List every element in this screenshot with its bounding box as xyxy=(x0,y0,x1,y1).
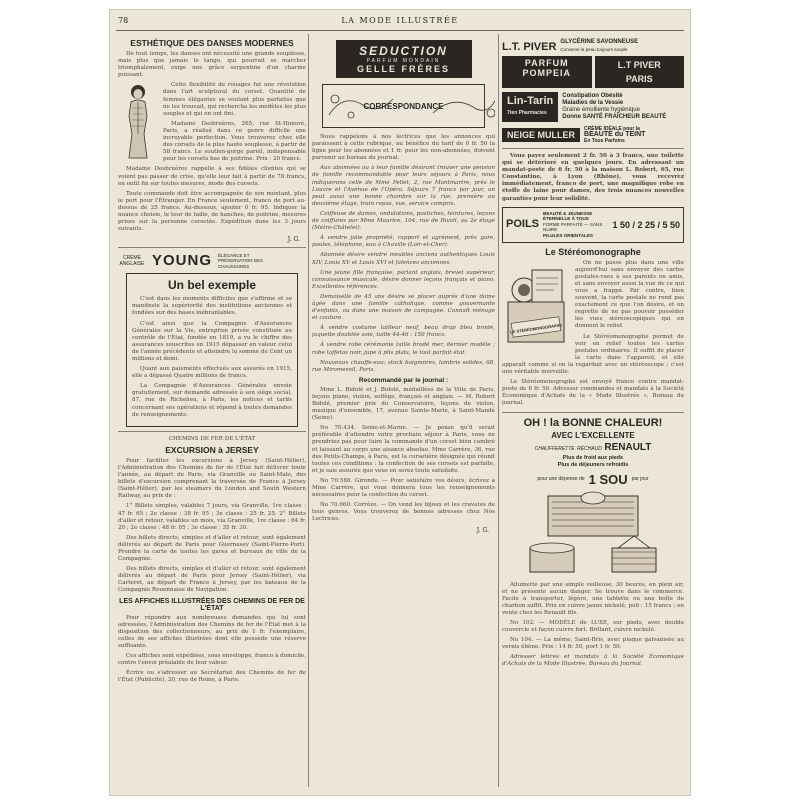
excursion-text xyxy=(118,458,306,595)
piver-glycerine xyxy=(560,39,638,54)
affiches-p1: Pour répondre aux nombreuses demandes qui lui sont adressées, l'Administration des Chemins de fer de l'État met à la disposition des collectionneurs, au prix de 1 fr. l'exemplaire, celles de ses affiches illustrées dont elle possède une réserve suffisante. xyxy=(118,614,306,649)
stereo-p3: Le Stéréomonographe est envoyé franco contre mandat-poste de 6 fr. 50. Adresser commandes et mandats à la Société Économique d'Achats de la « Mode Illustrée », Bureau du journal. xyxy=(502,379,684,407)
excursion-title: EXCURSION à JERSEY xyxy=(165,444,259,455)
stereo-text xyxy=(502,260,684,408)
excursion-kicker: CHEMINS DE FER DE L'ÉTAT xyxy=(168,435,256,442)
corr-p2: Aux abonnées ou à leur famille désirant trouver une pension de famille recommandable pour leurs séjours à Paris, nous indiquerons celle de Mme Pellet, 2, rue Montmartre, près le Louvre et l'Avenue de l'Opéra. Séjours 7 francs par jour, on peut aussi une bonne chambre sur la rue, première ou deuxième étage, train repas, vue, service compris. xyxy=(312,165,495,207)
correspondance-text xyxy=(312,134,495,374)
chaleur-product xyxy=(502,442,684,453)
chaleur-avec: AVEC L'EXCELLENTE xyxy=(551,430,635,440)
corr-p9: À vendre robe cérémonie taille brodé mer, dernier modèle ; robe taffetas noir, jupe à plis plats, le tout parfait état. xyxy=(312,342,495,356)
danses-p4: Madame Desbruères rappelle à ses fidèles clientes qui se voient pas passer de crise, qu'elle leur fait à partir de 78 francs, en outil fin sur toutes mesures, mode des corsets. xyxy=(118,166,306,187)
chaleur-sou-value: 1 SOU xyxy=(588,471,628,487)
danses-intro: De tout temps, les danses ont nécessité une grande souplesse, mais plus que jamais le tango, qui pourrait se marcher triomphalement, exige une grâce serpentine d'un charme puissant. xyxy=(118,51,306,79)
column-divider-1 xyxy=(308,34,309,787)
neige-advert xyxy=(502,126,684,144)
stereo-title: Le Stéréomonographe xyxy=(545,246,641,257)
chaleur-line1: Plus de froid aux pieds xyxy=(562,454,624,461)
lincarin-logo xyxy=(502,92,558,122)
separator xyxy=(118,431,306,432)
piver-advert xyxy=(502,39,684,88)
piver-pompeia: POMPEIA xyxy=(522,68,571,78)
column-middle xyxy=(312,36,495,787)
seduction-advert xyxy=(336,40,472,78)
exemple-title: Un bel exemple xyxy=(167,278,257,293)
recommande-text xyxy=(312,387,495,524)
piver-parfum: PARFUM xyxy=(524,58,569,68)
beaute-name: BEAUTÉ & JEUNESSE ÉTERNELLE À TOUS xyxy=(543,210,593,222)
danses-p2: Cette flexibilité de rouages fut une révolution dans l'art sculptural du corset. Quantité de femmes élégantes se voulant plus parfaites que ne les trouvait, qui rechercha les modèles les plus souples et qui en ont fini. xyxy=(163,82,306,117)
column-right xyxy=(502,36,684,787)
page-number: 78 xyxy=(118,16,129,25)
chaleur-p4: Adresser lettres et mandats à la Société Économique d'Achats de la Mode Illustrée, Bureau du Journal. xyxy=(502,654,684,668)
exemple-p3: Quant aux paiements effectués aux assurés en 1915, elle a dépassé Quatre millions de francs. xyxy=(132,366,292,380)
corr-p3: Coiffeuse de dames, ondulations, postiches, teintures, leçons de coiffures par Mme Maurice, 104, rue de Rivoli, au 2e étage (Métro-Châtelet). xyxy=(312,210,495,232)
header-rule xyxy=(116,30,684,31)
corr-p14: No 70.660. Corrèze. — On vend les bijoux et les cravates de tous genres. Vous trouverez de bonnes adresses chez Nos Lectrices. xyxy=(312,502,495,523)
toilette-text: Vous payez seulement 2 fr. 50 à 3 francs, une toilette qui se détérioré en quelques jours. En adressant un mandat-poste de 6 fr. 50 à la maison L. Robert, 65, rue Constantine, à Lyon (Rhône), vous recevrez immédiatement, franco de port, une magnifique robe en étoffe de laine pour dames, des trois nuances nouvelles garanties pour leur solidité. xyxy=(502,153,684,202)
piver-brand-panel xyxy=(595,56,685,88)
piver-right-name: L.T PIVER xyxy=(617,60,661,70)
piver-glycerine-title: GLYCÉRINE SAVONNEUSE xyxy=(560,39,639,45)
corr-p13: No 70.588. Gironde. — Pour satisfaire vos désirs, écrivez à Mme Carrère, qui vous donnera tous les renseignements nécessaires pour la confection du corset. xyxy=(312,477,495,499)
lincarin-text xyxy=(562,93,666,121)
chaleur-per-day: par jour xyxy=(631,476,649,482)
seduction-sub: PARFUM MONDAIN xyxy=(366,58,441,64)
chaleur-rechaud: RÉCHAUD xyxy=(577,445,602,452)
corset-woman-illustration xyxy=(118,82,158,162)
neige-text xyxy=(584,126,645,144)
chaleur-par-jour: pour une dépense de xyxy=(537,476,585,482)
chaleur-renault: RENAULT xyxy=(604,441,652,453)
affiches-text xyxy=(118,615,306,685)
page-header xyxy=(110,16,690,30)
correspondance-signature: J. G. xyxy=(476,526,489,534)
corr-p8: À vendre costume tailleur neuf, beau drap bleu brodé, jaquette doublée soie, taille 44-46 : 150 francs. xyxy=(312,325,495,339)
young-advert xyxy=(118,252,306,269)
corr-p12: No 70.434. Seine-et-Marne. — Je pense qu'il serait préférable d'attendre votre prochain séjour à Paris, vous ne prendriez pas pour faire la commande d'un corset bien cambré et laissant au corps une aisance absolue. Mme Carrère, 36, rue des Petits-Champs, à Paris, est la corsetière désignée qui réunit toutes ces conditions : la confection de ses corsets est parfaite, et je sais assurée que vous en serez toute satisfaite. xyxy=(312,425,495,474)
chaleur-sou xyxy=(502,472,684,487)
excursion-p1: Pour faciliter les excursions à Jersey (Saint-Hélier), l'Administration des Chemins de fer de l'État fait délivrer toute l'année, au départ de Paris, via Granville ou Saint-Malo, des billets d'excursion comprenant la traversée de France à Jersey (Saint-Hélier), par les steamers du London and South Western Railway, au prix de : xyxy=(118,457,306,500)
excursion-p3: Des billets directs, simples et d'aller et retour, sont également délivrés au départ de Paris pour Guernesey (Saint-Pierre-Port). Prendre la carte de toutes les gares et bureaux de ville de la Compagnie. xyxy=(118,534,306,563)
chaleur-headline: OH ! la BONNE CHALEUR! xyxy=(523,416,663,429)
affiches-p2: Ces affiches sont expédiées, sous enveloppe, franco à domicile, contre l'envoi préalable de leur valeur. xyxy=(118,653,306,667)
affiches-p3: Écrire ou s'adresser au Secrétariat des Chemins de fer de l'État (Publicité), 20, rue de Rome, à Paris. xyxy=(118,670,306,684)
neige-line3: En Tous Parfums xyxy=(584,138,625,144)
toilette-notice xyxy=(502,153,684,203)
lincarin-advert xyxy=(502,92,684,122)
correspondance-banner xyxy=(322,84,485,128)
corr-p7: Demoiselle de 45 ans désire se placer auprès d'une dame âgée dans une famille catholique, comme gouvernante d'enfants, ou dans une maison de campagne. Connaît ménage et couture. xyxy=(312,293,495,322)
magazine-title: LA MODE ILLUSTRÉE xyxy=(341,16,459,25)
affiches-title: LES AFFICHES ILLUSTRÉES DES CHEMINS DE FER DE L'ÉTAT xyxy=(119,597,305,612)
beaute-line: FORME PARFAITE — SANS NUIRE xyxy=(543,221,603,233)
lincarin-line2: Maladies de la Vessie xyxy=(562,100,624,106)
corr-p6: Une jeune fille française, parlant anglais, brevet supérieur, connaissance musicale, désire donner leçons français et piano. Excellentes références. xyxy=(312,269,495,290)
stereo-p1: On ne passe plus dans une ville aujourd'hui sans envoyer des cartes postales-vues à ses parents ou amis, et sans envoyer aussi la vue de ce qui vous a frappé. Par contre, bien souvent, la carte postale ne rend pas exactement ce que l'on désire, et on regrette de ne pas pouvoir posséder les vues stéréoscopiques qui en donnent le relief. xyxy=(575,259,684,330)
danses-title: ESTHÉTIQUE DES DANSES MODERNES xyxy=(130,38,294,48)
chaleur-p2: No 102. — MODÈLE de LUXE, sur pieds, avec double couvercle et façon cuivre fort. Brillant, cuivre nickelé. xyxy=(502,619,684,634)
young-brand: YOUNG xyxy=(152,252,213,270)
lincarin-logo-text: Lin-Tarin xyxy=(507,95,554,107)
chaleur-advert xyxy=(502,417,684,582)
beaute-poils: POILS xyxy=(506,218,540,231)
lincarin-line3: Graine émolliente hygiénique xyxy=(562,107,640,113)
stereo-p2: Le Stéréomonographe permet de voir en relief toutes les cartes postales ordinaires. Il suffit de placer la carte dans l'appareil, et elle apparaît comme si on la regardait avec un stéréoscope ; c'est une véritable merveille. xyxy=(502,333,684,376)
corr-p1: Nous rappelons à nos lectrices que les annonces qui paraissent à cette rubrique, au bénéfice du tarif de 0 fr. 50 la ligne pour les abonnées et 1 fr. pour les non-abonnées, doivent parvenir au bureau du journal. xyxy=(312,134,495,162)
correspondance-title: CORRESPONDANCE xyxy=(363,101,444,111)
chaleur-line2: Plus de déjeuners refroidis xyxy=(557,461,629,468)
danses-article xyxy=(118,51,306,233)
danses-signature: J. G. xyxy=(287,236,300,244)
lincarin-pharmacies: 7ten Pharmacies xyxy=(507,110,547,116)
corr-p10: Nouveaux chauffe-eau; stock baignoires, lambris solides, 68, rue Miromesnil, Paris. xyxy=(312,359,495,373)
neige-line1: CRÈME IDÉALE pour la xyxy=(584,126,640,132)
corr-p4: À vendre jolie propriété, rapport et agrément, près gare, poules, téléphone, eau à Chaville (Loir-et-Cher). xyxy=(312,235,495,249)
beaute-prices: 1 50 / 2 25 / 5 50 xyxy=(612,219,680,230)
lincarin-line4: Donne SANTÉ FRAÎCHEUR BEAUTÉ xyxy=(562,114,667,120)
lincarin-line1: Constipation Obésité xyxy=(562,93,623,99)
neige-line2: BEAUTÉ du TEINT xyxy=(584,131,646,138)
beaute-advert xyxy=(502,207,684,243)
exemple-p1: C'est dans les moments difficiles que s'affirme et se manifeste la supériorité des institutions anciennes et fondées sur des bases inébranlables. xyxy=(132,296,292,317)
young-tagline: ÉLÉGANCE ET PRÉSERVATION DES CHAUSSURES xyxy=(218,252,264,269)
danses-p5: Toute commande doit être accompagnée de son montant, plus le port pour l'Étranger. En France seulement, franco de port au-dessus de 25 francs. Au-dessous, ajouter 0 fr. 95. Indiquer la nuance choisie, le tour de taille, de hanches, de poitrine, mesures prises sur la personne corsetée. Expédition dans les 3 jours suivants. xyxy=(118,190,306,233)
column-divider-2 xyxy=(498,34,499,787)
heater-illustration xyxy=(502,490,684,582)
separator xyxy=(502,148,684,149)
danses-p3: Madame Desbruères, 265, rue St-Honoré, Paris, a réalisé dans ce genre difficile une incroyable perfection. Vous trouverez chez elle des corsets de la plus haute souplesse, à partir de 58 francs. Le soutien-gorge pareil, indispensable pour les corsets bas de poitrine. Prix : 20 francs. xyxy=(163,120,306,163)
exemple-p4: La Compagnie d'Assurances Générales envoie gratuitement, sur demande adressée à son siège social, 87, rue de Richelieu, à Paris, les notices et tarifs concernant ses opérations et répond à toutes demandes de renseignements. xyxy=(132,383,292,418)
seduction-brand: GELLE FRÈRES xyxy=(356,64,450,74)
recommande-title: Recommandé par le journal : xyxy=(358,376,449,384)
young-left-text: CRÈME ANGLAISE xyxy=(119,254,145,267)
seduction-name: SEDUCTION xyxy=(359,44,448,58)
exemple-p2: C'est ainsi que la Compagnie d'Assurances Générales sur la Vie, entreprise privée constituée au contrôle de l'État, fondée en 1819, a vu le chiffre des assurances souscrites en 1915 dépasser en valeur celui de l'année précédente et atteindre la somme de Cent un millions et demi. xyxy=(132,320,292,362)
piver-name: L.T. PIVER xyxy=(502,40,557,53)
chaleur-p1: Allumette par une simple veilleuse, 30 heures, en plein air, et ne présente aucun danger. Se trouve dans le commerce. Facile à transporter, légère, une tablette ou une boîte de charbon suffit. Prix en cuivre jaune nickelé, poli : 15 francs ; en vente chez les Renault fils. xyxy=(502,581,684,616)
piver-glycerine-sub: Conserve la peau toujours souple xyxy=(560,47,628,52)
neige-name: NEIGE MULLER xyxy=(502,128,580,142)
stereomonograph-device-label: LE STÉRÉOMONOGRAPHE xyxy=(509,321,563,335)
chaleur-text xyxy=(502,582,684,669)
magazine-page xyxy=(110,10,690,795)
chaleur-p3: No 104. — La même, Saint-Bris, avec plaque galvanisée au vernis ébène. Prix : 14 fr. 50, port 1 fr. 50. xyxy=(502,637,684,651)
beaute-pilules: PILULES ORIENTALES xyxy=(543,233,593,239)
chaleur-chaufferette: CHAUFFERETTE xyxy=(534,445,575,452)
corr-p11: Mme L. Bidolé et J. Bidolé, médaillées de la Ville de Paris, leçons piano, violon, solfège, français et anglais. — M. Robert Bidolé, premier prix du Conservatoire, leçons de violon, musique d'ensemble, 17, avenue Sainte-Marie, à Saint-Mandé (Seine). xyxy=(312,386,495,422)
piver-right-city: PARIS xyxy=(625,74,653,84)
exemple-text xyxy=(132,296,292,419)
separator xyxy=(502,412,684,413)
separator xyxy=(118,247,306,248)
excursion-p2: 1° Billets simples, valables 7 jours, via Granville, 1re classe : 47 fr. 65 ; 2e classe : 38 fr. 95 ; 3e classe : 25 fr. 25. 2° Billets d'aller et retour, valables un mois, via Granville, 1re classe : 64 fr. 20 ; 2e classe : 48 fr. 05 ; 3e classe : 35 fr. 30. xyxy=(118,503,306,531)
corr-p5: Abonnée désire vendre meubles anciens authentiques Louis XIV, Louis XV et Louis XVI et faïences anciennes. xyxy=(312,252,495,266)
exemple-box xyxy=(126,273,298,427)
column-left xyxy=(118,36,306,787)
beaute-text xyxy=(543,211,608,239)
stereomonograph-illustration xyxy=(502,260,570,358)
excursion-p4: Des billets directs, simples et d'aller et retour, sont également délivrés au départ de Paris pour Jersey (Saint-Hélier), via Carteret, au départ de France à Jersey, par les bateaux de la Compagnie Rouennaise de Navigation. xyxy=(118,566,306,594)
piver-parfum-panel xyxy=(502,56,592,88)
